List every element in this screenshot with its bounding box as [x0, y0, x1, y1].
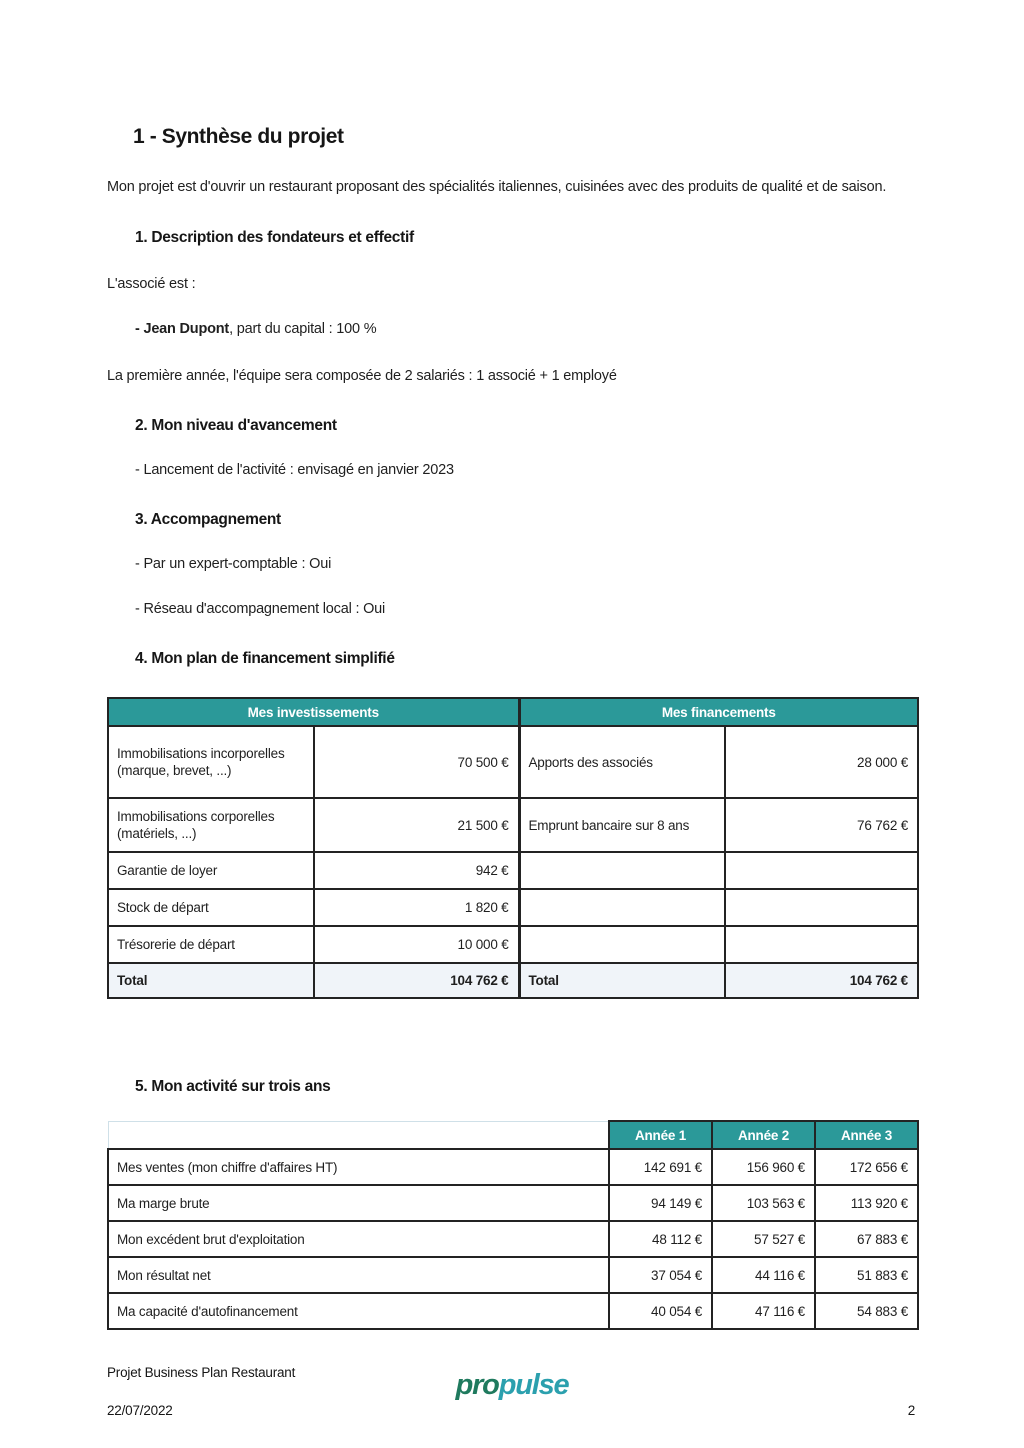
activity-value-year3: 113 920 €	[815, 1185, 918, 1221]
table-row	[108, 726, 918, 798]
year3-header-cell: Année 3	[815, 1121, 918, 1149]
associate-share: , part du capital : 100 %	[229, 321, 377, 337]
investment-value: 1 820 €	[314, 889, 519, 926]
activity-value-year2: 156 960 €	[712, 1149, 815, 1185]
financing-value	[725, 889, 918, 926]
associate-bullet	[135, 320, 917, 339]
activity-value-year3: 54 883 €	[815, 1293, 918, 1329]
financing-label	[519, 852, 725, 889]
activity-value-year3: 67 883 €	[815, 1221, 918, 1257]
financing-label	[519, 926, 725, 963]
footer-doc-title: Projet Business Plan Restaurant	[107, 1365, 296, 1380]
financing-plan-table	[107, 697, 919, 999]
financing-label: Emprunt bancaire sur 8 ans	[519, 798, 725, 852]
activity-value-year3: 172 656 €	[815, 1149, 918, 1185]
table-row	[108, 1257, 918, 1293]
year2-header-cell: Année 2	[712, 1121, 815, 1149]
investment-label: Immobilisations incorporelles (marque, brevet, ...)	[108, 726, 314, 798]
accountant-bullet: - Par un expert-comptable : Oui	[135, 556, 332, 572]
activity-blank-header-cell	[108, 1121, 609, 1149]
table-row	[108, 889, 918, 926]
financing-label: Apports des associés	[519, 726, 725, 798]
section-heading-activity: 5. Mon activité sur trois ans	[135, 1078, 331, 1095]
activity-value-year1: 37 054 €	[609, 1257, 712, 1293]
financing-header-cell: Mes financements	[519, 698, 918, 726]
logo-pulse-text: pulse	[498, 1369, 569, 1401]
total-row	[108, 963, 918, 998]
logo-pro-text: pro	[455, 1369, 499, 1401]
table-row	[108, 1149, 918, 1185]
section-heading-founders: 1. Description des fondateurs et effectif	[135, 229, 414, 246]
table-row	[108, 798, 918, 852]
activity-header-row	[108, 1121, 918, 1149]
investment-value: 21 500 €	[314, 798, 519, 852]
investment-label: Immobilisations corporelles (matériels, ...)	[108, 798, 314, 852]
activity-table	[107, 1120, 919, 1330]
table-row	[108, 1293, 918, 1329]
activity-row-label: Ma marge brute	[108, 1185, 609, 1221]
footer-date: 22/07/2022	[107, 1403, 173, 1418]
year1-header-cell: Année 1	[609, 1121, 712, 1149]
table-row	[108, 926, 918, 963]
activity-row-label: Mon excédent brut d'exploitation	[108, 1221, 609, 1257]
section-heading-financing-plan: 4. Mon plan de financement simplifié	[135, 650, 395, 667]
propulse-logo	[456, 1369, 569, 1402]
activity-row-label: Mes ventes (mon chiffre d'affaires HT)	[108, 1149, 609, 1185]
financing-total-value: 104 762 €	[725, 963, 918, 998]
table-row	[108, 1221, 918, 1257]
activity-value-year2: 57 527 €	[712, 1221, 815, 1257]
financing-value: 28 000 €	[725, 726, 918, 798]
section-heading-progress: 2. Mon niveau d'avancement	[135, 417, 337, 434]
page-title: 1 - Synthèse du projet	[133, 125, 344, 148]
page-content	[107, 0, 917, 1330]
associate-intro-line: L'associé est :	[107, 276, 196, 292]
intro-paragraph: Mon projet est d'ouvrir un restaurant proposant des spécialités italiennes, cuisinées avec des produits de qualité et de saison.	[107, 179, 887, 195]
activity-row-label: Ma capacité d'autofinancement	[108, 1293, 609, 1329]
activity-value-year1: 40 054 €	[609, 1293, 712, 1329]
table-row	[108, 1185, 918, 1221]
investments-header-cell: Mes investissements	[108, 698, 519, 726]
financing-plan-header-row	[108, 698, 918, 726]
investment-value: 942 €	[314, 852, 519, 889]
associate-name: - Jean Dupont	[135, 321, 230, 337]
activity-value-year1: 48 112 €	[609, 1221, 712, 1257]
activity-value-year2: 103 563 €	[712, 1185, 815, 1221]
investment-label: Stock de départ	[108, 889, 314, 926]
investment-value: 10 000 €	[314, 926, 519, 963]
financing-total-label: Total	[519, 963, 725, 998]
activity-value-year1: 94 149 €	[609, 1185, 712, 1221]
team-line: La première année, l'équipe sera composée de 2 salariés : 1 associé + 1 employé	[107, 368, 617, 384]
investments-total-value: 104 762 €	[314, 963, 519, 998]
investment-value: 70 500 €	[314, 726, 519, 798]
section-heading-support: 3. Accompagnement	[135, 511, 281, 528]
financing-value	[725, 926, 918, 963]
financing-value	[725, 852, 918, 889]
activity-value-year3: 51 883 €	[815, 1257, 918, 1293]
activity-value-year1: 142 691 €	[609, 1149, 712, 1185]
activity-value-year2: 47 116 €	[712, 1293, 815, 1329]
activity-row-label: Mon résultat net	[108, 1257, 609, 1293]
activity-value-year2: 44 116 €	[712, 1257, 815, 1293]
launch-bullet: - Lancement de l'activité : envisagé en janvier 2023	[135, 462, 454, 478]
investment-label: Trésorerie de départ	[108, 926, 314, 963]
page-number: 2	[907, 1403, 915, 1418]
investment-label: Garantie de loyer	[108, 852, 314, 889]
network-bullet: - Réseau d'accompagnement local : Oui	[135, 601, 386, 617]
financing-label	[519, 889, 725, 926]
financing-value: 76 762 €	[725, 798, 918, 852]
page-footer	[107, 1365, 917, 1435]
investments-total-label: Total	[108, 963, 314, 998]
table-row	[108, 852, 918, 889]
